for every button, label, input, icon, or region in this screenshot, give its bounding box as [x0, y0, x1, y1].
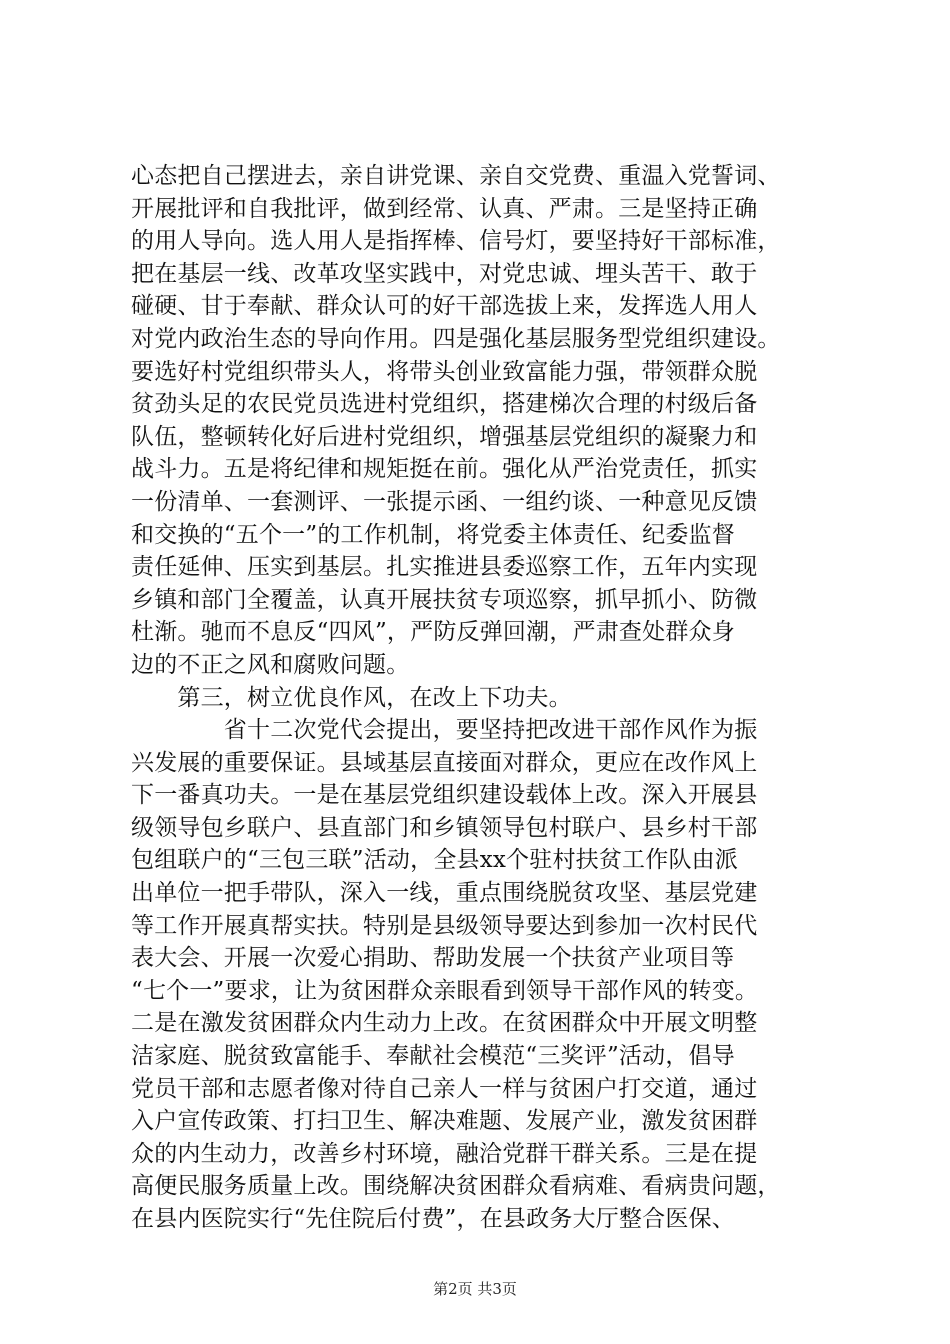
- text-line: 在县内医院实行“先住院后付费”，在县政务大厅整合医保、: [131, 1206, 735, 1232]
- text-line: 的用人导向。选人用人是指挥棒、信号灯，要坚持好干部标准，: [131, 228, 781, 255]
- text-line: 碰硬、甘于奉献、群众认可的好干部选拔上来，发挥选人用人: [131, 293, 758, 320]
- text-line: 心态把自己摆进去，亲自讲党课、亲自交党费、重温入党誓词、: [131, 163, 781, 189]
- text-line: 包组联户的“三包三联”活动，全县xx个驻村扶贫工作队由派: [131, 847, 739, 874]
- text-line: 和交换的“五个一”的工作机制，将党委主体责任、纪委监督: [131, 521, 735, 548]
- text-line: 众的内生动力，改善乡村环境，融洽党群干群关系。三是在提: [131, 1140, 758, 1167]
- text-line: 级领导包乡联户、县直部门和乡镇领导包村联户、县乡村干部: [131, 814, 758, 841]
- text-line: 责任延伸、压实到基层。扎实推进县委巡察工作，五年内实现: [131, 554, 758, 581]
- text-line: “七个一”要求，让为贫困群众亲眼看到领导干部作风的转变。: [131, 977, 759, 1004]
- text-line: 把在基层一线、改革攻坚实践中，对党忠诚、埋头苦干、敢于: [131, 260, 758, 287]
- text-line: 下一番真功夫。一是在基层党组织建设载体上改。深入开展县: [131, 782, 758, 809]
- text-line: 杜渐。驰而不息反“四风”，严防反弹回潮，严肃查处群众身: [131, 619, 735, 646]
- text-line: 高便民服务质量上改。围绕解决贫困群众看病难、看病贵问题，: [131, 1173, 781, 1200]
- text-line: 二是在激发贫困群众内生动力上改。在贫困群众中开展文明整: [131, 1010, 758, 1037]
- text-line: 战斗力。五是将纪律和规矩挺在前。强化从严治党责任，抓实: [131, 456, 758, 483]
- text-line: 要选好村党组织带头人，将带头创业致富能力强，带领群众脱: [131, 358, 758, 385]
- text-line: 党员干部和志愿者像对待自己亲人一样与贫困户打交道，通过: [131, 1075, 758, 1102]
- text-line: 队伍，整顿转化好后进村党组织，增强基层党组织的凝聚力和: [131, 423, 758, 450]
- page-footer: 第2页 共3页: [433, 1280, 517, 1298]
- text-line: 边的不正之风和腐败问题。: [131, 651, 410, 678]
- text-line: 开展批评和自我批评，做到经常、认真、严肃。三是坚持正确: [131, 195, 758, 222]
- text-line: 兴发展的重要保证。县域基层直接面对群众，更应在改作风上: [131, 749, 758, 776]
- body-text: [131, 160, 831, 1236]
- text-line: 贫劲头足的农民党员选进村党组织，搭建梯次合理的村级后备: [131, 391, 758, 418]
- text-line: 省十二次党代会提出，要坚持把改进干部作风作为振: [131, 717, 758, 744]
- text-line: 表大会、开展一次爱心捐助、帮助发展一个扶贫产业项目等: [131, 945, 735, 972]
- text-line: 对党内政治生态的导向作用。四是强化基层服务型党组织建设。: [131, 325, 781, 352]
- text-line: 一份清单、一套测评、一张提示函、一组约谈、一种意见反馈: [131, 488, 758, 515]
- text-line: 等工作开展真帮实扶。特别是县级领导要达到参加一次村民代: [131, 912, 758, 939]
- text-line: 入户宣传政策、打扫卫生、解决难题、发展产业，激发贫困群: [131, 1108, 758, 1135]
- text-line: 洁家庭、脱贫致富能手、奉献社会模范“三奖评”活动，倡导: [131, 1043, 735, 1070]
- text-line: 第三，树立优良作风，在改上下功夫。: [131, 684, 572, 711]
- text-line: 乡镇和部门全覆盖，认真开展扶贫专项巡察，抓早抓小、防微: [131, 586, 758, 613]
- text-line: 出单位一把手带队，深入一线，重点围绕脱贫攻坚、基层党建: [131, 880, 758, 907]
